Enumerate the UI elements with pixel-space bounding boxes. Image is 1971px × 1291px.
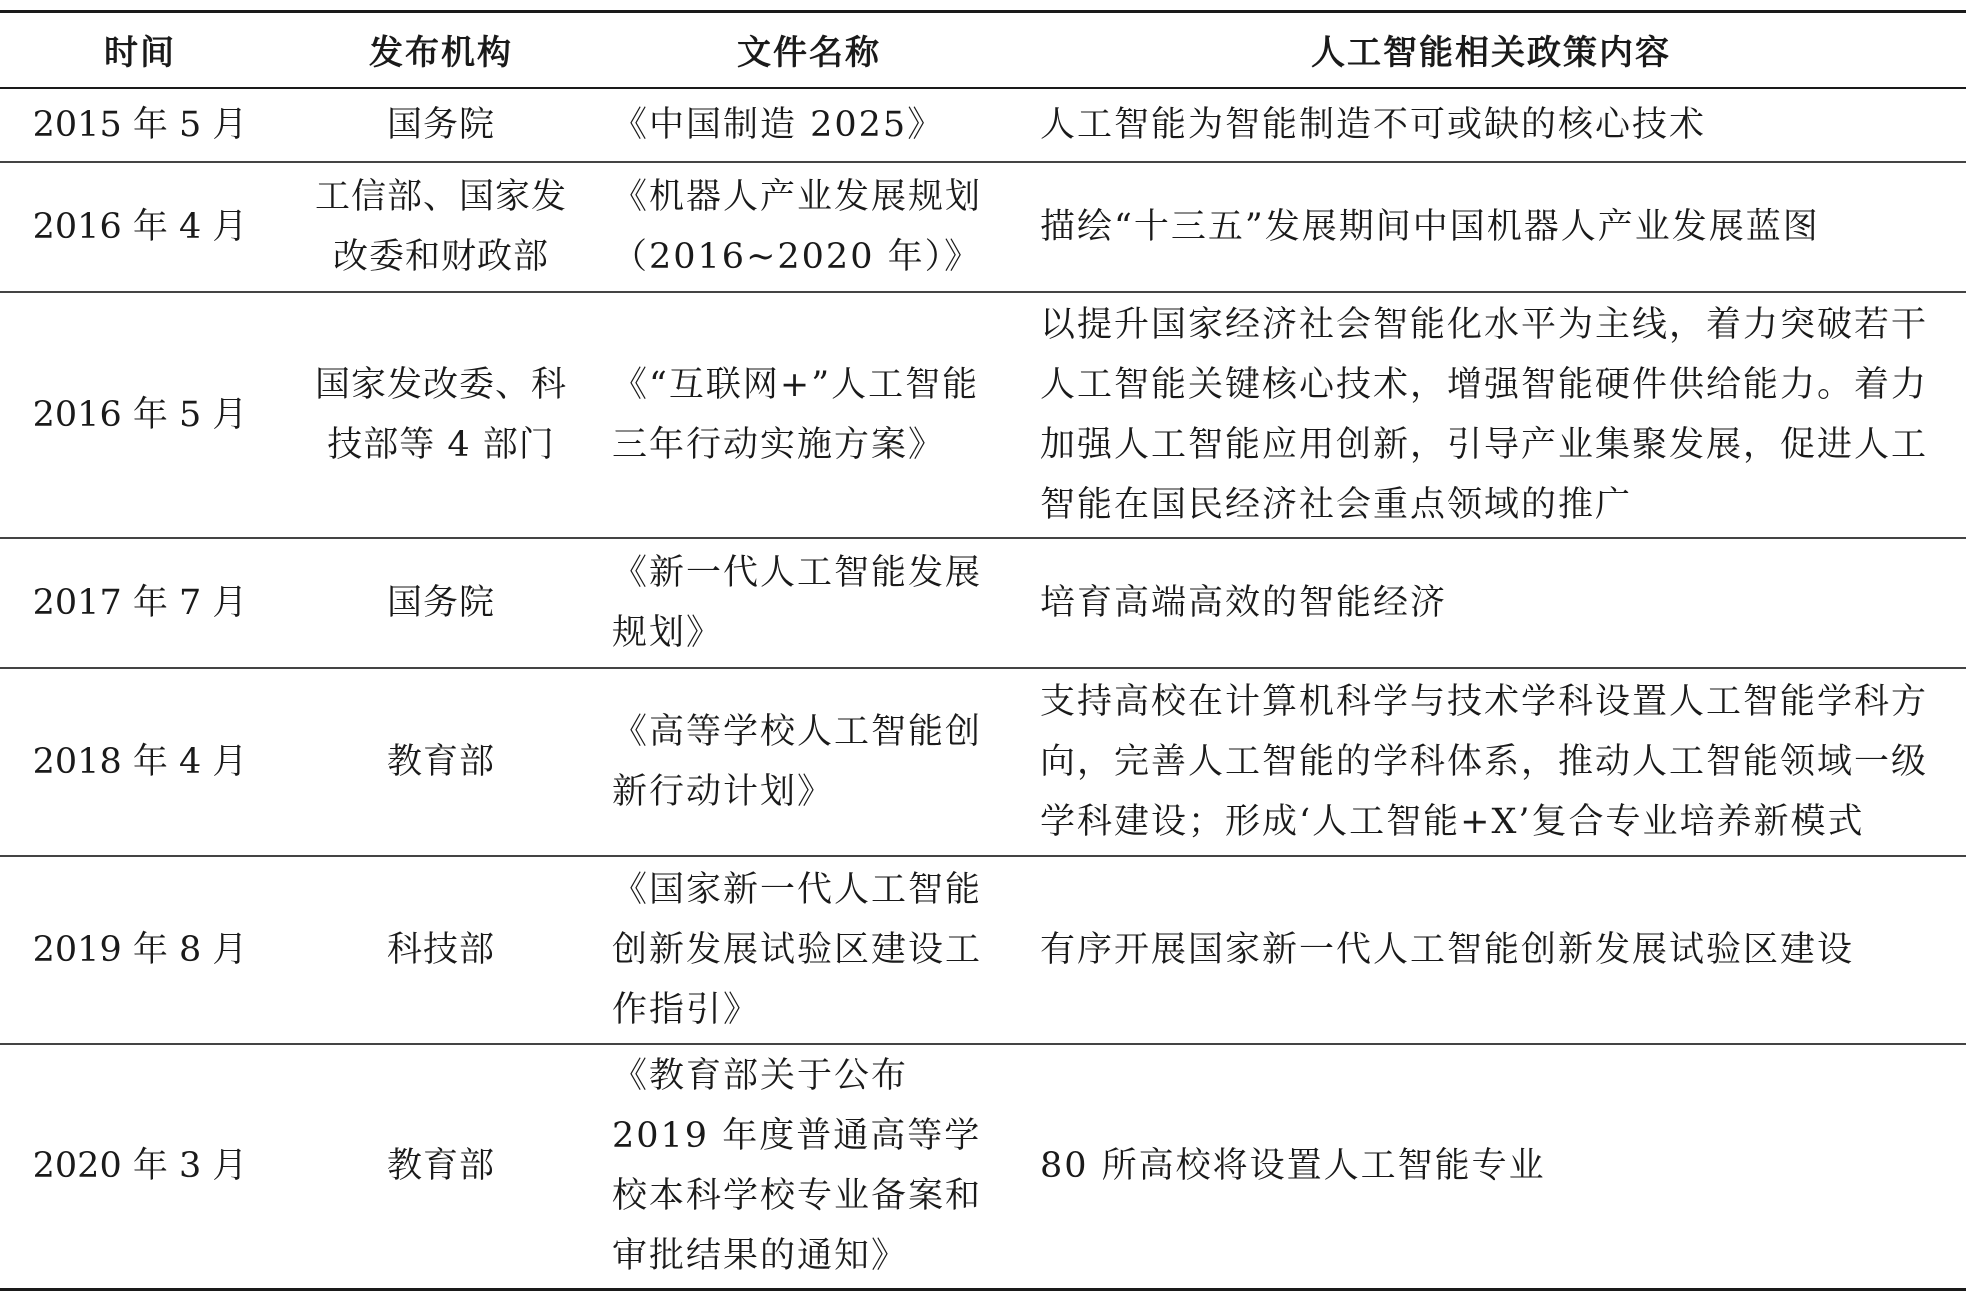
cell-org: 国务院 [386, 582, 495, 623]
header-date: 时间 [104, 33, 176, 74]
cell-content: 人工智能为智能制造不可或缺的核心技术 [1040, 104, 1707, 145]
header-org: 发布机构 [369, 33, 513, 74]
cell-date: 2015 年 5 月 [32, 104, 248, 145]
header-row [0, 12, 1966, 88]
cell-date: 2019 年 8 月 [32, 929, 248, 970]
cell-org: 教育部 [386, 741, 495, 782]
table-row [0, 538, 1966, 668]
policy-table [0, 10, 1966, 1291]
cell-doc: 《高等学校人工智能创新行动计划》 [612, 711, 983, 812]
cell-org: 国务院 [386, 104, 495, 145]
cell-org: 教育部 [386, 1146, 495, 1187]
cell-content: 80 所高校将设置人工智能专业 [1040, 1146, 1546, 1187]
cell-org: 国家发改委、科技部等 4 部门 [314, 364, 567, 465]
table-row [0, 856, 1966, 1044]
cell-date: 2018 年 4 月 [32, 741, 248, 782]
cell-doc: 《“互联网+”人工智能三年行动实施方案》 [612, 364, 980, 465]
header-doc: 文件名称 [737, 33, 881, 74]
table-row [0, 292, 1966, 538]
cell-content: 培育高端高效的智能经济 [1040, 582, 1448, 623]
cell-content: 描绘“十三五”发展期间中国机器人产业发展蓝图 [1040, 206, 1820, 247]
cell-doc: 《国家新一代人工智能创新发展试验区建设工作指引》 [612, 869, 983, 1030]
table-row [0, 88, 1966, 162]
cell-doc: 《新一代人工智能发展规划》 [612, 552, 983, 653]
table-header [0, 12, 1966, 88]
header-content: 人工智能相关政策内容 [1311, 33, 1671, 74]
table-body [0, 88, 1966, 1290]
cell-content: 有序开展国家新一代人工智能创新发展试验区建设 [1040, 929, 1855, 970]
cell-doc: 《机器人产业发展规划（2016~2020 年）》 [612, 176, 983, 277]
cell-doc: 《教育部关于公布 2019 年度普通高等学校本科学校专业备案和审批结果的通知》 [612, 1056, 983, 1277]
cell-content: 以提升国家经济社会智能化水平为主线，着力突破若干人工智能关键核心技术，增强智能硬件供给能力。着力加强人工智能应用创新，引导产业集聚发展，促进人工智能在国民经济社会重点领域的推广 [1040, 304, 1929, 525]
cell-date: 2016 年 4 月 [32, 206, 248, 247]
cell-content: 支持高校在计算机科学与技术学科设置人工智能学科方向，完善人工智能的学科体系，推动人工智能领域一级学科建设；形成‘人工智能+X’复合专业培养新模式 [1040, 681, 1929, 842]
cell-date: 2020 年 3 月 [32, 1146, 248, 1187]
cell-org: 工信部、国家发改委和财政部 [314, 176, 567, 277]
table-row [0, 1044, 1966, 1290]
table-row [0, 668, 1966, 856]
table-row [0, 162, 1966, 292]
cell-org: 科技部 [386, 929, 495, 970]
cell-date: 2017 年 7 月 [32, 582, 248, 623]
cell-date: 2016 年 5 月 [32, 394, 248, 435]
cell-doc: 《中国制造 2025》 [612, 104, 945, 145]
